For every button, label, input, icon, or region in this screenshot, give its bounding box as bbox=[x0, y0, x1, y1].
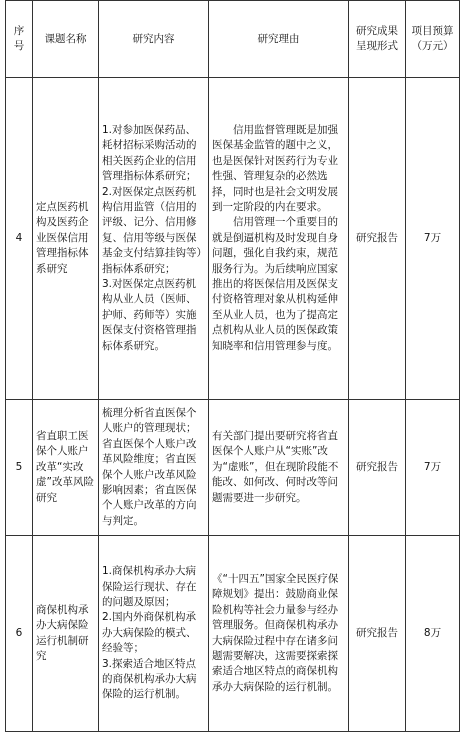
header-name: 课题名称 bbox=[33, 1, 99, 78]
row-name: 省直职工医保个人账户改革“实改虚”改革风险研究 bbox=[33, 400, 99, 536]
table-row bbox=[6, 536, 460, 732]
research-topics-table bbox=[5, 0, 460, 732]
row-no: 5 bbox=[6, 400, 33, 536]
content-item: 梳理分析省直医保个人账户的管理现状；省直医保个人账户改革风险维度；省直医保个人账户改革风险影响因素；省直医保个人账户改革的方向与判定。 bbox=[102, 406, 197, 527]
table-row bbox=[6, 78, 460, 400]
header-content: 研究内容 bbox=[99, 1, 209, 78]
row-form: 研究报告 bbox=[349, 400, 406, 536]
reason-paragraph: 有关部门提出要研究将省直医保个人账户从“实账”改为“虚账”，但在现阶段能不能改、如何改、何时改等问题需要进一步研究。 bbox=[212, 429, 339, 504]
row-budget: 8万 bbox=[406, 536, 460, 732]
row-budget: 7万 bbox=[406, 400, 460, 536]
row-name: 定点医药机构及医药企业医保信用管理指标体系研究 bbox=[33, 78, 99, 400]
header-reason: 研究理由 bbox=[209, 1, 349, 78]
header-row bbox=[6, 1, 460, 78]
reason-paragraph: 《“十四五”国家全民医疗保障规划》提出：鼓励商业保险机构等社会力量参与经办管理服务。但商保机构承办大病保险过程中存在诸多问题需要解决，这需要探索探索适合地区特点的商保机构承办大病保险的运行机制。 bbox=[212, 572, 339, 693]
content-item: 3.对医保定点医药机构从业人员（医师、护师、药师等）实施医保支付资格管理指标体系研究。 bbox=[102, 278, 197, 352]
row-content bbox=[99, 536, 209, 732]
row-name: 商保机构承办大病保险运行机制研究 bbox=[33, 536, 99, 732]
row-form: 研究报告 bbox=[349, 78, 406, 400]
row-reason bbox=[209, 400, 349, 536]
content-item: 3.探索适合地区特点的商保机构承办大病保险的运行机制。 bbox=[102, 657, 197, 701]
content-item: 2.对医保定点医药机构信用监管（信用的评级、记分、信用修复、信用等级与医保基金支付结算挂钩等）指标体系研究； bbox=[102, 185, 202, 275]
header-form: 研究成果呈现形式 bbox=[349, 1, 406, 78]
row-no: 6 bbox=[6, 536, 33, 732]
row-budget: 7万 bbox=[406, 78, 460, 400]
table-row bbox=[6, 400, 460, 536]
content-item: 1.商保机构承办大病保险运行现状、存在的问题及原因； bbox=[102, 565, 197, 608]
row-reason bbox=[209, 536, 349, 732]
header-budget: 项目预算（万元） bbox=[406, 1, 460, 78]
reason-paragraph: 信用管理一个重要目的就是倒逼机构及时发现自身问题，强化自我约束，规范服务行为。为后续响应国家推出的将医保信用及医保支付资格管理对象从机构延伸至从业人员，也为了提高定点机构从业人员的医保政策知晓率和信用管理参与度。 bbox=[212, 216, 338, 352]
content-item: 1.对参加医保药品、耗材招标采购活动的相关医药企业的信用管理指标体系研究； bbox=[102, 123, 197, 183]
row-content bbox=[99, 400, 209, 536]
content-item: 2.国内外商保机构承办大病保险的模式、经验等； bbox=[102, 611, 197, 655]
row-content bbox=[99, 78, 209, 400]
row-no: 4 bbox=[6, 78, 33, 400]
row-form: 研究报告 bbox=[349, 536, 406, 732]
row-reason bbox=[209, 78, 349, 400]
reason-paragraph: 信用监督管理既是加强医保基金监管的题中之义，也是医保针对医药行为专业性强、管理复杂的必然选择，同时也是社会文明发展到一定阶段的内在要求。 bbox=[212, 123, 338, 213]
header-no: 序号 bbox=[6, 1, 33, 78]
